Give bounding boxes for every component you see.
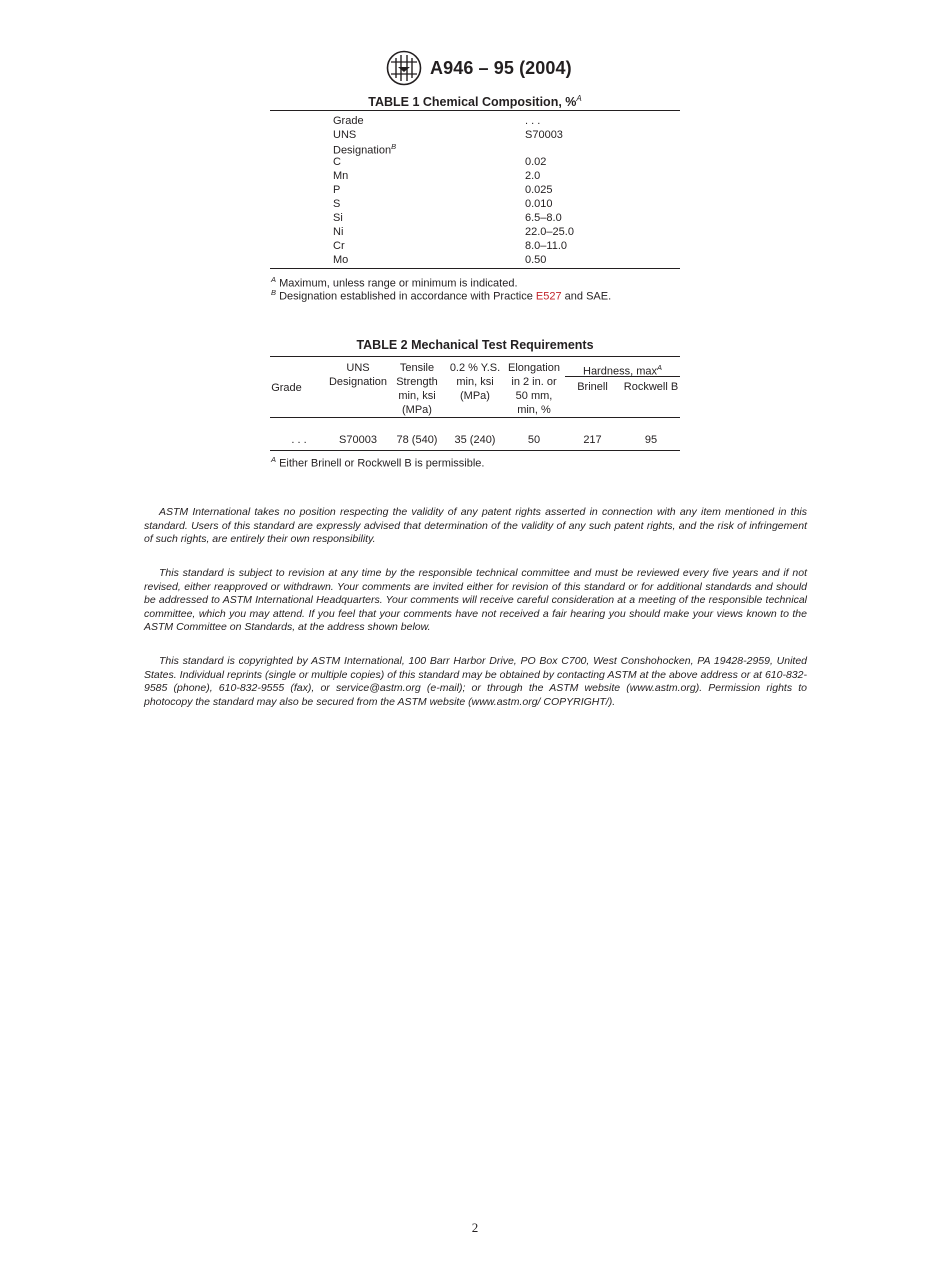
- table1-value: 22.0–25.0: [525, 226, 574, 238]
- footnote-text: Designation established in accordance with Practice: [279, 290, 533, 303]
- table2-header-rule: [270, 417, 680, 418]
- table1-value: 0.02: [525, 156, 547, 168]
- table1-row-mn: [270, 170, 680, 184]
- header-line: Tensile: [399, 362, 435, 374]
- header-text: Hardness, max: [583, 365, 657, 378]
- astm-logo-icon: [385, 50, 423, 86]
- table1-property: [333, 142, 396, 157]
- table2-header-elongation: [505, 361, 563, 417]
- e527-link[interactable]: E527: [535, 290, 562, 303]
- table2-cell-rockwell: 95: [644, 434, 658, 446]
- header-line: (MPa): [402, 404, 432, 416]
- table1-row-grade: [270, 115, 680, 129]
- table1-caption-text: TABLE 1 Chemical Composition, %: [368, 95, 577, 110]
- table2-top-rule: [270, 356, 680, 357]
- table1-caption: [270, 94, 680, 109]
- table1-property: P: [333, 184, 341, 196]
- footnote-text: Either Brinell or Rockwell B is permissible.: [279, 457, 485, 470]
- table1-property: UNS: [333, 129, 357, 141]
- table1-value: 0.010: [525, 198, 553, 210]
- revision-notice: This standard is subject to revision at any time by the responsible technical committee and must be reviewed every five years and if not revised, either reapproved or withdrawn. Your comments are invited either for revision of this standard or for additional standards and should be addressed to ASTM International Headquarters. Your comments will receive careful consideration at a meeting of the responsible technical committee, which you may attend. If you feel that your comments have not received a fair hearing you should make your views known to the ASTM Committee on Standards, at the address shown below.: [144, 567, 807, 633]
- header-line: (MPa): [460, 390, 490, 402]
- table1-row-s: [270, 198, 680, 212]
- document-designation: A946 – 95 (2004): [430, 58, 572, 78]
- table2-cell-elongation: 50: [527, 434, 541, 446]
- table1-row-p: [270, 184, 680, 198]
- copyright-notice: This standard is copyrighted by ASTM International, 100 Barr Harbor Drive, PO Box C700, West Conshohocken, PA 19428-2959, United States. Individual reprints (single or multiple copies) of this standard may be obtained by contacting ASTM at the above address or at 610-832-9585 (phone), 610-832-9555 (fax), or service@astm.org (e-mail); or through the ASTM website (www.astm.org). Permission rights to photocopy the standard may also be secured from the ASTM website (www.astm.org/ COPYRIGHT/).: [144, 655, 807, 708]
- patent-notice: ASTM International takes no position respecting the validity of any patent rights asserted in connection with any item mentioned in this standard. Users of this standard are expressly advised that determination of the validity of any such patent rights, and the risk of infringement of such rights, are entirely their own responsibility.: [144, 506, 807, 545]
- footnote-mark: A: [271, 275, 277, 284]
- header-line: Elongation: [508, 362, 560, 374]
- table2-header-rockwell: Rockwell B: [623, 381, 679, 393]
- table1-property: Ni: [333, 226, 344, 238]
- table1-value: 0.025: [525, 184, 553, 196]
- table2-bottom-rule: [270, 450, 680, 451]
- footnote-mark: A: [271, 455, 277, 464]
- table2-cell-yield: 35 (240): [454, 434, 496, 446]
- footnote-text-end: and SAE.: [564, 290, 612, 303]
- header-line: in 2 in. or: [511, 376, 557, 388]
- table1-property: Grade: [333, 115, 364, 127]
- table1-property: S: [333, 198, 341, 210]
- page-number: 2: [471, 1220, 479, 1235]
- table2-header-yield-strength: [445, 361, 505, 403]
- header-line: UNS: [346, 362, 370, 374]
- header-line: 50 mm,: [515, 390, 553, 402]
- footnote-text: Maximum, unless range or minimum is indicated.: [279, 277, 518, 290]
- table1-property: C: [333, 156, 341, 168]
- table1-property: Cr: [333, 240, 345, 252]
- table2-hardness-rule: [565, 376, 680, 377]
- footnote-mark: B: [271, 288, 277, 297]
- table1-row-c: [270, 156, 680, 170]
- table1-caption-footnote-mark: A: [576, 94, 582, 103]
- header-line: min, ksi: [398, 390, 436, 402]
- table1-value: 0.50: [525, 254, 547, 266]
- page-header: [0, 48, 950, 88]
- header-line: Strength: [396, 376, 438, 388]
- table1-row-cr: [270, 240, 680, 254]
- table2-cell-tensile: 78 (540): [396, 434, 438, 446]
- table1-value: 8.0–11.0: [525, 240, 568, 252]
- table1-property: Mn: [333, 170, 349, 182]
- header-line: min, ksi: [456, 376, 494, 388]
- table1-value: . . .: [525, 115, 541, 127]
- table2-header-brinell: Brinell: [577, 381, 608, 393]
- table1-row-ni: [270, 226, 680, 240]
- table1-footnote-b: [271, 288, 611, 303]
- table1-property-text: Designation: [333, 144, 392, 157]
- header-line: 0.2 % Y.S.: [449, 362, 501, 374]
- table1-row-si: [270, 212, 680, 226]
- footnote-mark: A: [656, 363, 662, 372]
- table1-value: 6.5–8.0: [525, 212, 562, 224]
- header-line: Designation: [328, 376, 388, 388]
- table1-property: Mo: [333, 254, 349, 266]
- table2-cell-brinell: 217: [583, 434, 602, 446]
- table1-top-rule: [270, 110, 680, 111]
- table1-bottom-rule: [270, 268, 680, 269]
- table2-caption: TABLE 2 Mechanical Test Requirements: [356, 338, 594, 352]
- table1-property: Si: [333, 212, 343, 224]
- table2-cell-grade: . . .: [291, 434, 307, 446]
- table1-footnote-mark-b: B: [391, 142, 397, 151]
- table1-row-uns: [270, 129, 680, 143]
- table1-value: 2.0: [525, 170, 541, 182]
- table1-row-mo: [270, 254, 680, 268]
- header-line: min, %: [517, 404, 551, 416]
- table1-value: S70003: [525, 129, 563, 141]
- table2-header-tensile: [392, 361, 442, 417]
- table2-footnote-a: [271, 455, 484, 470]
- table2-header-uns: [325, 361, 391, 389]
- table1-row-designation: [270, 142, 680, 156]
- table2-cell-uns: S70003: [339, 434, 377, 446]
- table2-header-grade: Grade: [271, 382, 302, 394]
